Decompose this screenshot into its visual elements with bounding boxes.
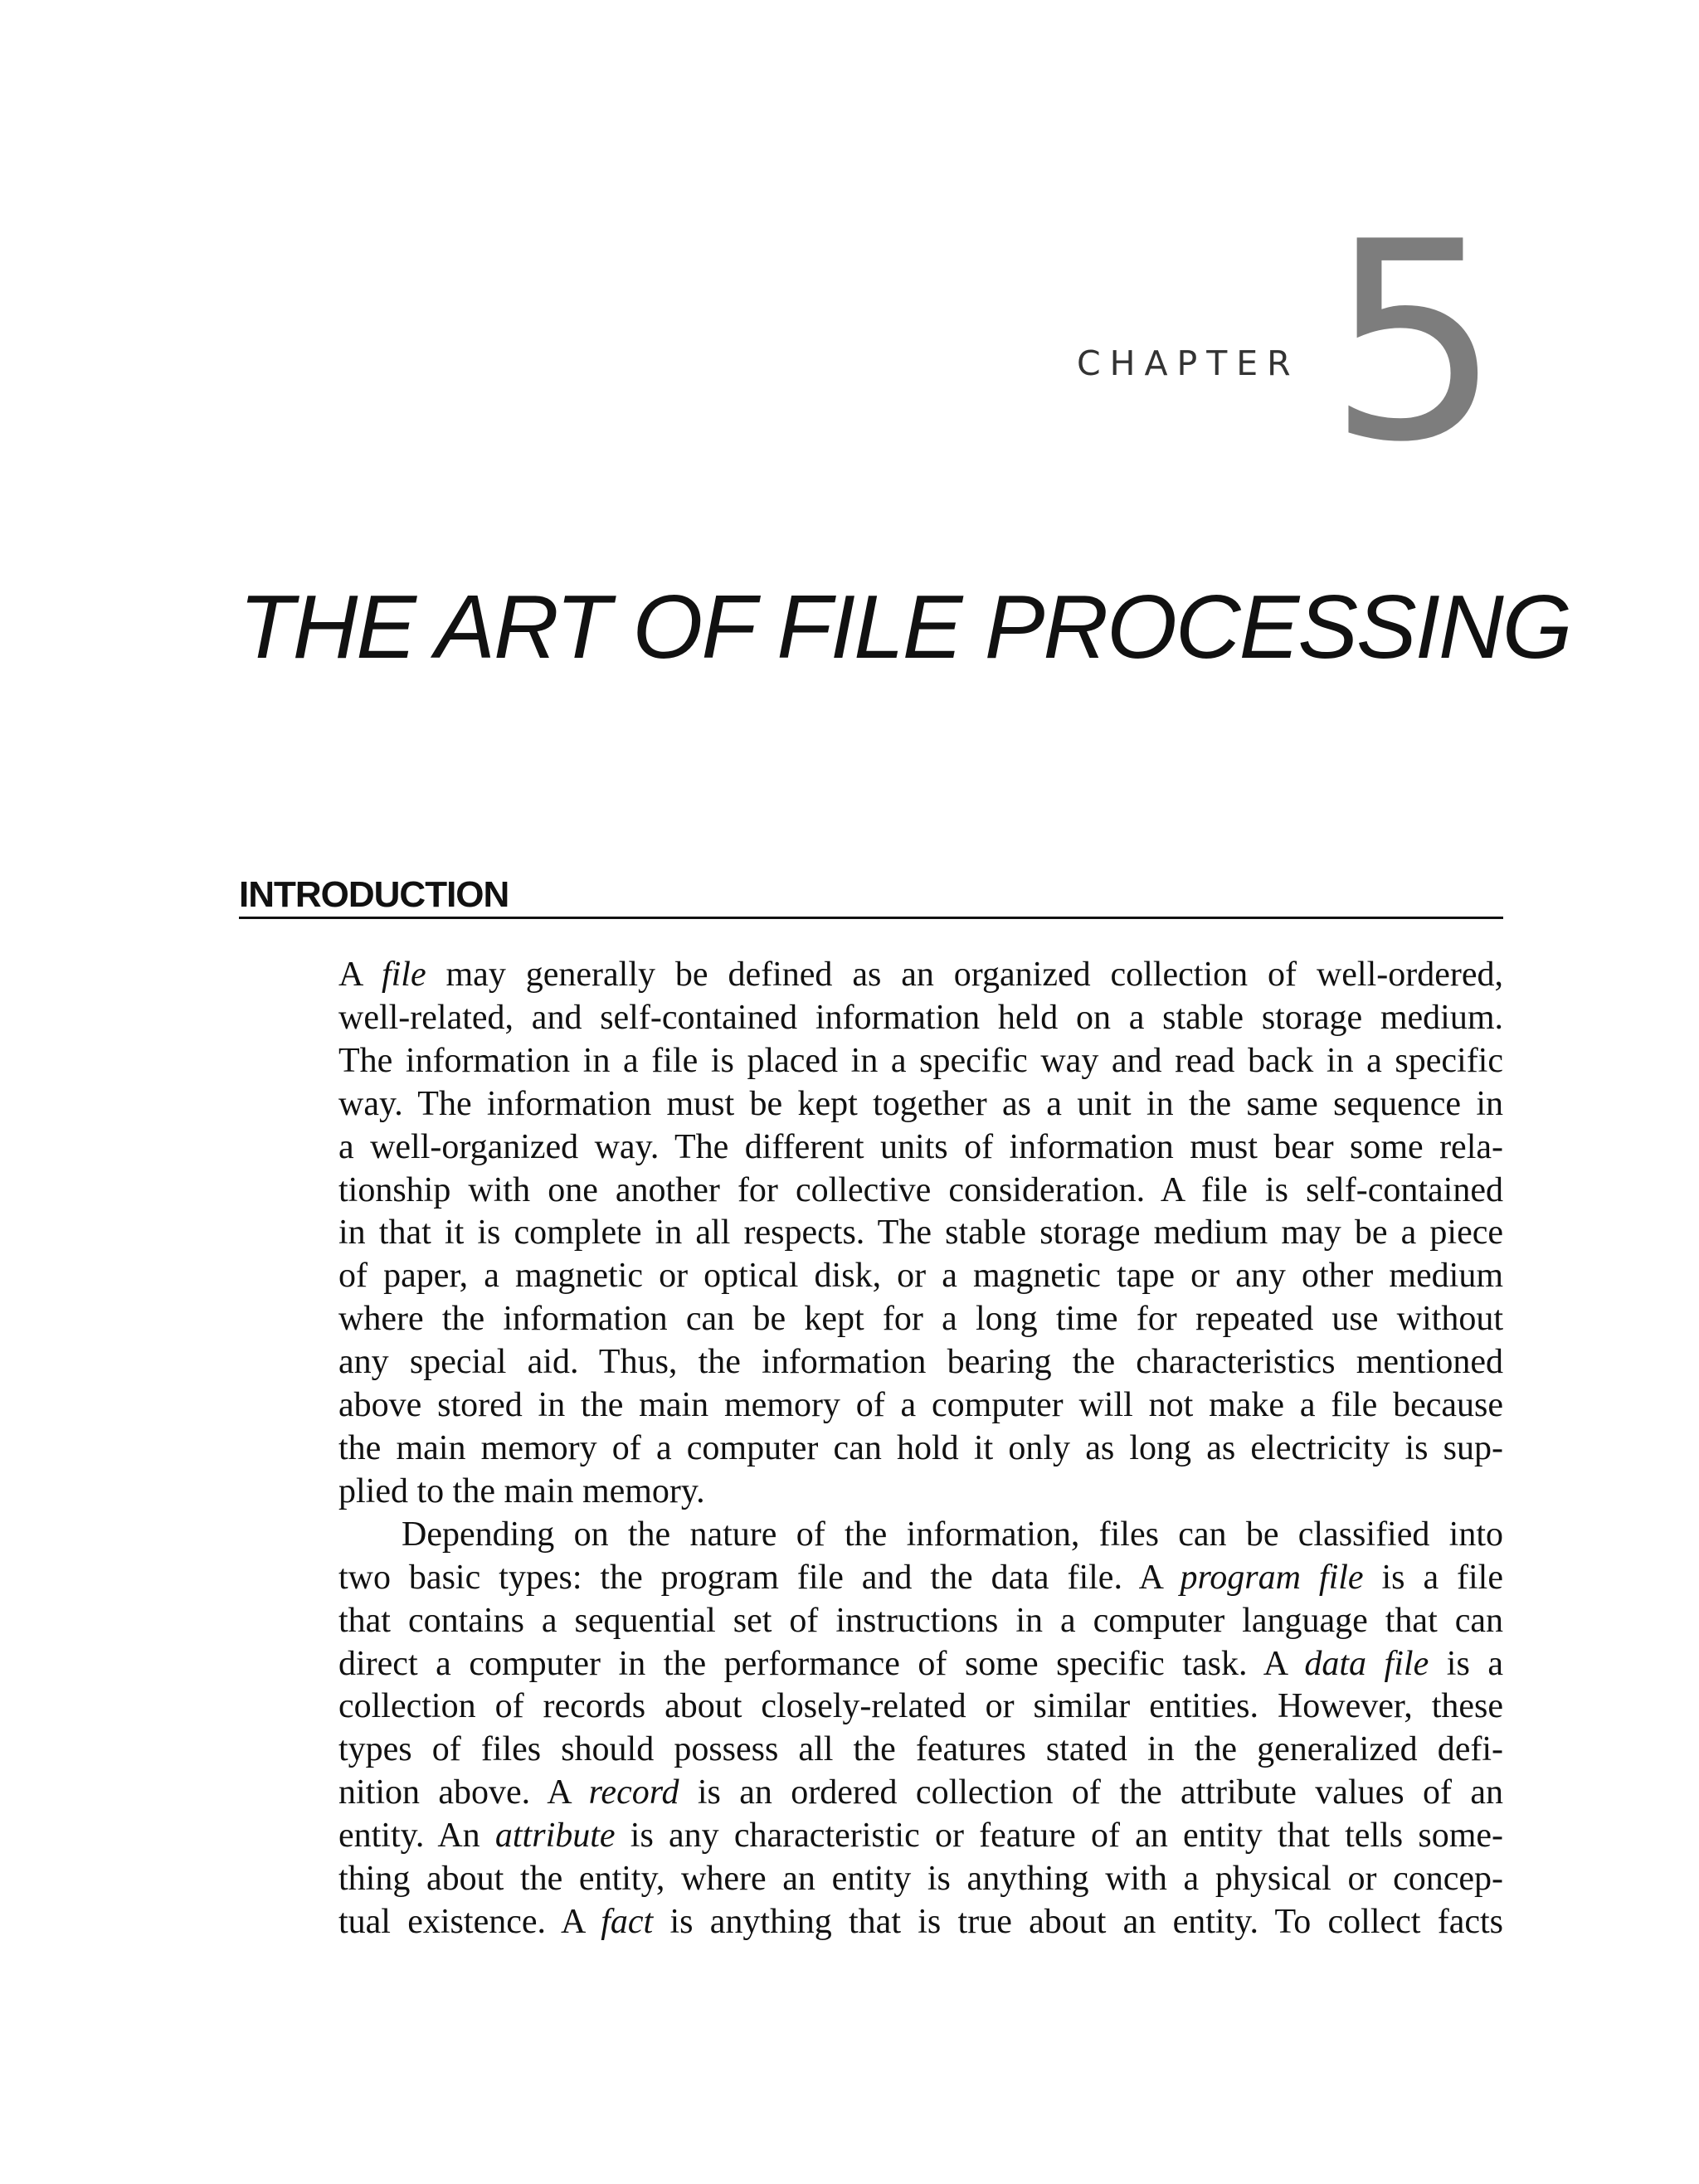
text-line: where the information can be kept for a long time for repeated use without <box>338 1300 1503 1339</box>
text-line: The information in a file is placed in a specific way and read back in a specific <box>338 1041 1503 1080</box>
chapter-label: CHAPTER <box>1077 343 1300 383</box>
text-line: entity. An attribute is any characteristic or feature of an entity that tells some- <box>338 1817 1503 1856</box>
italic-term: file <box>381 956 426 994</box>
text-line: thing about the entity, where an entity is anything with a physical or concep- <box>338 1860 1503 1899</box>
italic-term: fact <box>601 1902 654 1941</box>
text-line: any special aid. Thus, the information bearing the characteristics mentioned <box>338 1343 1503 1382</box>
text-line: that contains a sequential set of instructions in a computer language that can <box>338 1601 1503 1640</box>
paragraph <box>338 1514 1503 1944</box>
text-line: well-related, and self-contained information held on a stable storage medium. <box>338 998 1503 1037</box>
text-line: of paper, a magnetic or optical disk, or a magnetic tape or any other medium <box>338 1257 1503 1296</box>
text-line: Depending on the nature of the information, files can be classified into <box>402 1515 1503 1554</box>
text-line: the main memory of a computer can hold it only as long as electricity is sup- <box>338 1428 1503 1467</box>
text-line: in that it is complete in all respects. The stable storage medium may be a piece <box>338 1214 1503 1253</box>
text-line: collection of records about closely-related or similar entities. However, these <box>338 1687 1503 1726</box>
text-line: above stored in the main memory of a computer will not make a file because <box>338 1386 1503 1425</box>
text-line: tionship with one another for collective consideration. A file is self-contained <box>338 1170 1503 1209</box>
italic-term: attribute <box>494 1817 616 1856</box>
text-line: types of files should possess all the features stated in the generalized defi- <box>338 1730 1503 1769</box>
italic-term: data file <box>1304 1644 1429 1683</box>
text-line: way. The information must be kept together as a unit in the same sequence in <box>338 1084 1503 1123</box>
text-line: nition above. A record is an ordered collection of the attribute values of an <box>338 1773 1503 1812</box>
text-line: a well-organized way. The different units of information must bear some rela- <box>338 1127 1503 1166</box>
chapter-title: THE ART OF FILE PROCESSING <box>239 576 1571 678</box>
section-heading: INTRODUCTION <box>239 873 1503 919</box>
italic-term: record <box>588 1773 679 1812</box>
text-line: plied to the main memory. <box>338 1471 705 1510</box>
text-line: A file may generally be defined as an organized collection of well-ordered, <box>338 956 1503 994</box>
paragraph <box>338 954 1503 1514</box>
text-line: two basic types: the program file and the data file. A program file is a file <box>338 1558 1503 1597</box>
text-line: tual existence. A fact is anything that is true about an entity. To collect facts <box>338 1902 1503 1941</box>
italic-term: program file <box>1180 1558 1364 1597</box>
text-line: direct a computer in the performance of some specific task. A data file is a <box>338 1644 1504 1683</box>
body-text <box>338 954 1503 1944</box>
chapter-number: 5 <box>1327 183 1502 502</box>
